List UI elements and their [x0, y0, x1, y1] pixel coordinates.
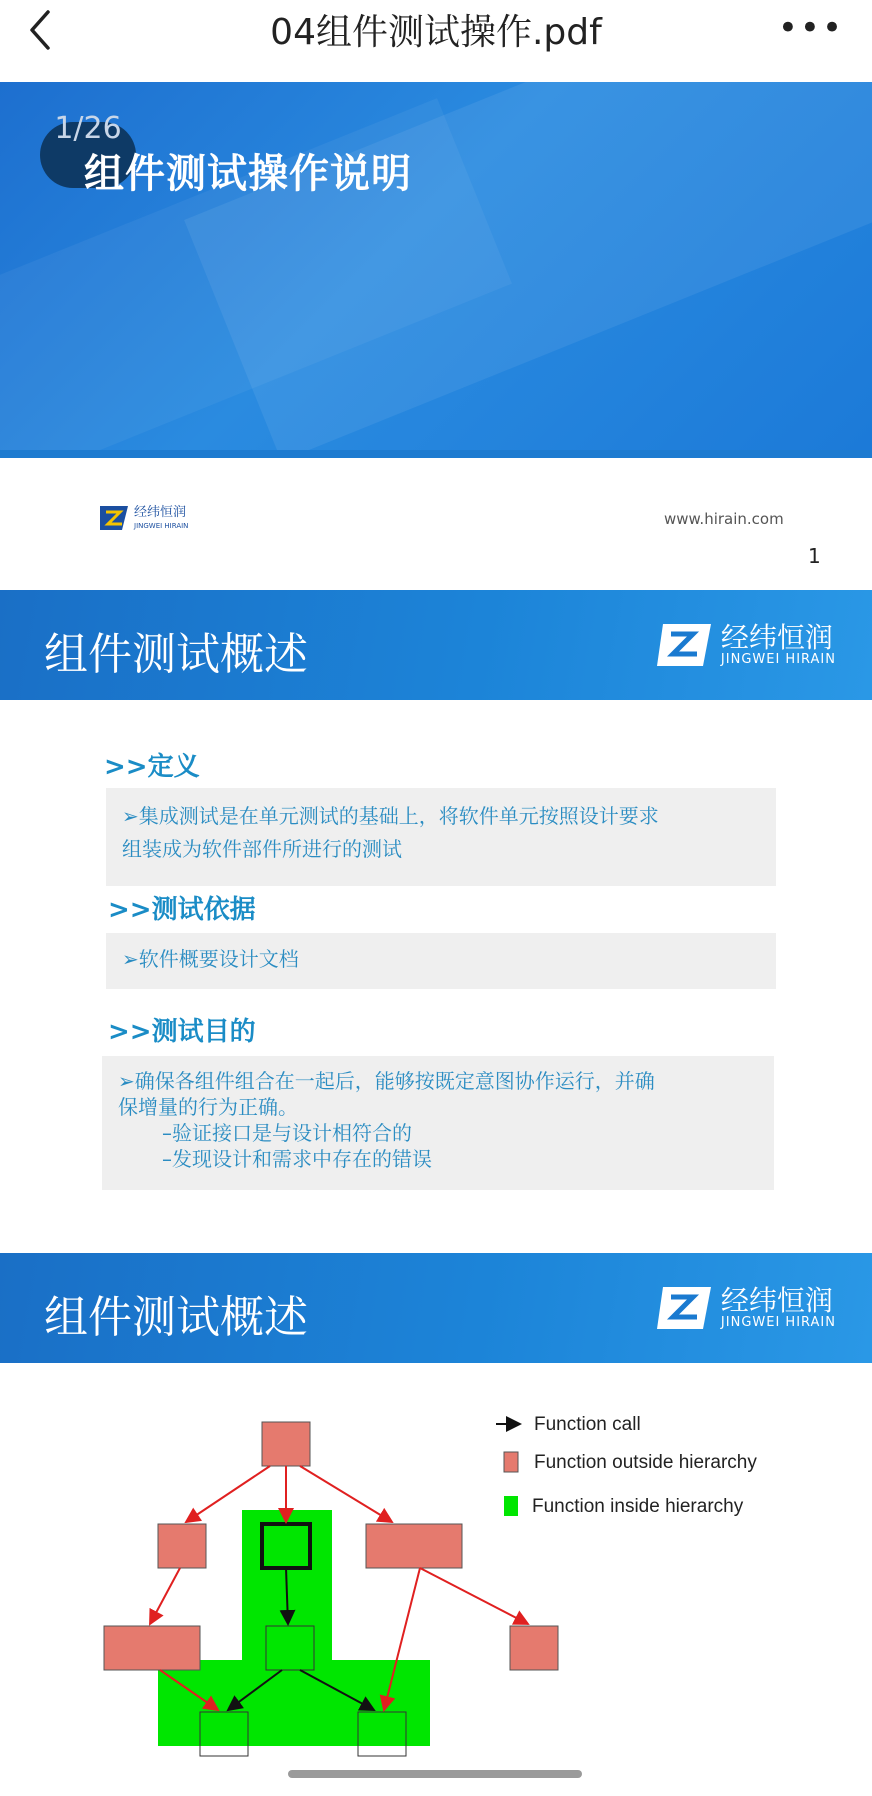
basis-box — [106, 933, 776, 989]
more-options-icon[interactable]: ••• — [777, 8, 844, 48]
node-root — [262, 1422, 310, 1466]
node-left — [158, 1524, 206, 1568]
section-heading-basis: >>测试依据 — [108, 895, 256, 925]
logo-icon — [657, 622, 711, 668]
section-heading-purpose: >>测试目的 — [108, 1017, 256, 1047]
brand-en: JINGWEI HIRAIN — [134, 522, 189, 530]
section-heading-definition: >>定义 — [104, 752, 200, 782]
text-line: 组装成为软件部件所进行的测试 — [122, 837, 402, 861]
brand-logo — [657, 622, 836, 668]
text-line: 保增量的行为正确。 — [118, 1095, 298, 1119]
text-line: ➢集成测试是在单元测试的基础上，将软件单元按照设计要求 — [122, 804, 659, 828]
sub-item: –验证接口是与设计相符合的 — [162, 1121, 412, 1145]
footer-url: www.hirain.com — [664, 510, 784, 528]
brand-en: JINGWEI HIRAIN — [720, 1314, 836, 1330]
slide-3-title: 组件测试概述 — [44, 1292, 308, 1343]
legend-inside: Function inside hierarchy — [532, 1496, 744, 1517]
brand-logo-small — [100, 502, 204, 538]
page-number: 1 — [808, 544, 821, 568]
node-left-lower — [104, 1626, 200, 1670]
slide-2-header — [0, 590, 872, 700]
inside-hierarchy-region — [158, 1660, 430, 1746]
brand-en: JINGWEI HIRAIN — [720, 651, 836, 667]
document-title: 04组件测试操作.pdf — [270, 12, 602, 53]
slide-1-title: 组件测试操作说明 — [84, 151, 412, 197]
legend-outside: Function outside hierarchy — [534, 1452, 757, 1473]
page-indicator-text: 1/26 — [54, 111, 122, 146]
slide-3-header — [0, 1253, 872, 1363]
definition-box — [106, 788, 776, 886]
brand-cn: 经纬恒润 — [134, 505, 187, 520]
brand-cn: 经纬恒润 — [720, 1283, 833, 1317]
legend-outside-swatch — [504, 1452, 518, 1472]
legend-function-call: Function call — [534, 1414, 641, 1435]
legend-inside-swatch — [504, 1496, 518, 1516]
node-right — [366, 1524, 462, 1568]
text-line: ➢软件概要设计文档 — [122, 947, 299, 971]
sub-item: –发现设计和需求中存在的错误 — [162, 1147, 432, 1171]
divider — [0, 450, 872, 458]
purpose-box — [102, 1056, 774, 1190]
text-line: ➢确保各组件组合在一起后，能够按既定意图协作运行，并确 — [118, 1069, 655, 1093]
logo-icon — [657, 1285, 711, 1331]
node-right-lower — [510, 1626, 558, 1670]
call-hierarchy-diagram — [0, 1366, 872, 1766]
brand-cn: 经纬恒润 — [720, 620, 833, 654]
home-indicator[interactable] — [288, 1770, 582, 1778]
call-arrow — [150, 1568, 180, 1624]
call-arrow — [420, 1568, 528, 1624]
slide-2-title: 组件测试概述 — [44, 629, 308, 680]
brand-logo — [657, 1285, 836, 1331]
app-header — [0, 0, 872, 82]
slide-1 — [0, 82, 872, 450]
